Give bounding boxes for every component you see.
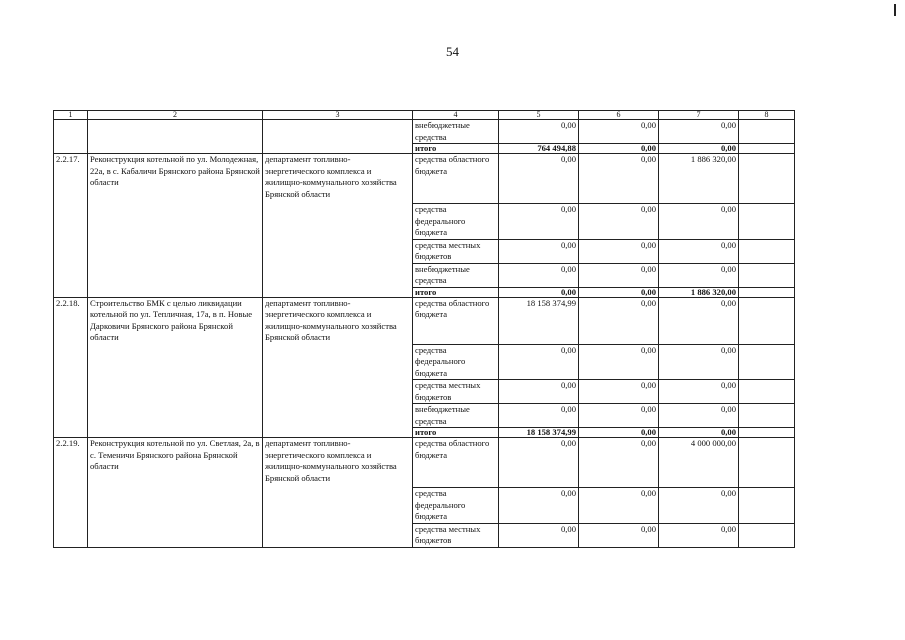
value-cell: 0,00 [579, 488, 659, 524]
table-row [54, 120, 795, 144]
value-cell: 0,00 [579, 404, 659, 428]
header-cell: 4 [413, 111, 499, 120]
value-cell: 0,00 [499, 204, 579, 240]
total-label: итого [413, 428, 499, 438]
empty-cell [739, 204, 795, 240]
value-cell: 0,00 [659, 523, 739, 547]
source-label: средства федерального бюджета [413, 204, 499, 240]
header-cell: 8 [739, 111, 795, 120]
item-name: Реконструкция котельной по ул. Светлая, 2а, в с. Теменичи Брянского района Брянской области [88, 438, 263, 548]
value-cell: 0,00 [659, 380, 739, 404]
budget-table [53, 110, 795, 548]
page-number: 54 [446, 44, 459, 59]
value-cell: 0,00 [659, 239, 739, 263]
value-cell: 0,00 [499, 154, 579, 204]
empty-cell [739, 404, 795, 428]
header-cell: 2 [88, 111, 263, 120]
value-cell: 0,00 [579, 239, 659, 263]
source-label: внебюджетные средства [413, 404, 499, 428]
source-label: средства федерального бюджета [413, 488, 499, 524]
value-cell: 0,00 [499, 239, 579, 263]
item-code: 2.2.18. [54, 297, 88, 438]
scan-edge-mark [894, 4, 896, 16]
empty-cell [739, 154, 795, 204]
value-cell: 0,00 [579, 380, 659, 404]
value-cell: 0,00 [659, 488, 739, 524]
empty-cell [739, 344, 795, 380]
total-value: 0,00 [579, 144, 659, 154]
value-cell: 0,00 [499, 438, 579, 488]
source-label: средства местных бюджетов [413, 239, 499, 263]
item-dept: департамент топливно-энергетического комплекса и жилищно-коммунального хозяйства Брянской области [263, 154, 413, 298]
value-cell: 0,00 [579, 297, 659, 344]
empty-cell [739, 488, 795, 524]
table-row [54, 154, 795, 204]
source-label: внебюджетные средства [413, 120, 499, 144]
value-cell: 0,00 [659, 344, 739, 380]
item-code: 2.2.19. [54, 438, 88, 548]
value-cell: 0,00 [579, 204, 659, 240]
item-dept: департамент топливно-энергетического комплекса и жилищно-коммунального хозяйства Брянской области [263, 438, 413, 548]
total-value: 1 886 320,00 [659, 287, 739, 297]
table-row [54, 438, 795, 488]
header-cell: 1 [54, 111, 88, 120]
total-value: 764 494,88 [499, 144, 579, 154]
value-cell: 0,00 [579, 438, 659, 488]
value-cell: 4 000 000,00 [659, 438, 739, 488]
value-cell: 18 158 374,99 [499, 297, 579, 344]
total-value: 0,00 [579, 428, 659, 438]
item-dept: департамент топливно-энергетического комплекса и жилищно-коммунального хозяйства Брянской области [263, 297, 413, 438]
code-cell [54, 120, 88, 154]
item-name: Реконструкция котельной по ул. Молодежная, 22а, в с. Кабаличи Брянского района Брянской области [88, 154, 263, 298]
value-cell: 0,00 [499, 404, 579, 428]
source-label: средства областного бюджета [413, 297, 499, 344]
empty-cell [739, 523, 795, 547]
value-cell: 0,00 [499, 488, 579, 524]
value-cell: 0,00 [579, 263, 659, 287]
value-cell: 0,00 [659, 204, 739, 240]
source-label: средства местных бюджетов [413, 380, 499, 404]
table-row [54, 297, 795, 344]
empty-cell [739, 144, 795, 154]
total-value: 0,00 [659, 144, 739, 154]
empty-cell [739, 428, 795, 438]
source-label: внебюджетные средства [413, 263, 499, 287]
total-value: 0,00 [579, 287, 659, 297]
value-cell: 1 886 320,00 [659, 154, 739, 204]
value-cell: 0,00 [579, 523, 659, 547]
value-cell: 0,00 [499, 120, 579, 144]
value-cell: 0,00 [499, 263, 579, 287]
source-label: средства федерального бюджета [413, 344, 499, 380]
total-value: 0,00 [499, 287, 579, 297]
value-cell: 0,00 [659, 263, 739, 287]
value-cell: 0,00 [499, 380, 579, 404]
value-cell: 0,00 [659, 120, 739, 144]
empty-cell [739, 287, 795, 297]
total-value: 18 158 374,99 [499, 428, 579, 438]
empty-cell [739, 120, 795, 144]
value-cell: 0,00 [499, 344, 579, 380]
source-label: средства местных бюджетов [413, 523, 499, 547]
value-cell: 0,00 [659, 404, 739, 428]
header-cell: 6 [579, 111, 659, 120]
header-cell: 5 [499, 111, 579, 120]
value-cell: 0,00 [579, 154, 659, 204]
empty-cell [739, 438, 795, 488]
name-cell [88, 120, 263, 154]
total-label: итого [413, 144, 499, 154]
item-name: Строительство БМК с целью ликвидации котельной по ул. Тепличная, 17а, в п. Новые Дарковичи Брянского района Брянской области [88, 297, 263, 438]
header-row [54, 111, 795, 120]
empty-cell [739, 297, 795, 344]
dept-cell [263, 120, 413, 154]
value-cell: 0,00 [579, 120, 659, 144]
source-label: средства областного бюджета [413, 154, 499, 204]
total-label: итого [413, 287, 499, 297]
empty-cell [739, 239, 795, 263]
empty-cell [739, 380, 795, 404]
value-cell: 0,00 [499, 523, 579, 547]
value-cell: 0,00 [659, 297, 739, 344]
header-cell: 3 [263, 111, 413, 120]
header-cell: 7 [659, 111, 739, 120]
empty-cell [739, 263, 795, 287]
source-label: средства областного бюджета [413, 438, 499, 488]
value-cell: 0,00 [579, 344, 659, 380]
item-code: 2.2.17. [54, 154, 88, 298]
total-value: 0,00 [659, 428, 739, 438]
